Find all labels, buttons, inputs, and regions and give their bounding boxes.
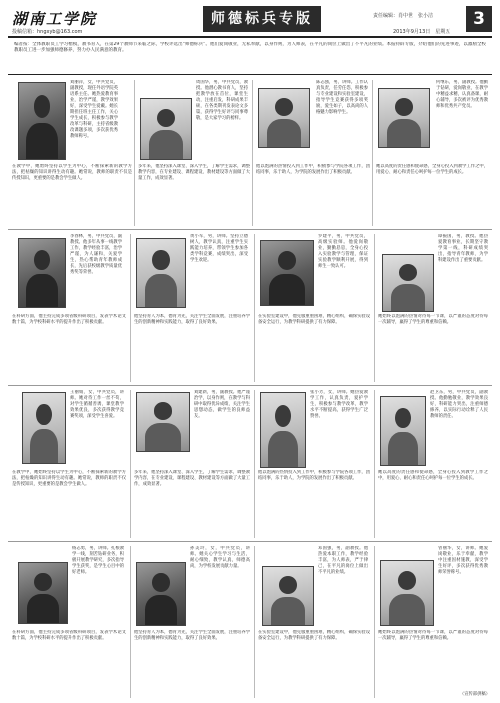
teacher-photo (382, 254, 434, 312)
teacher-photo (136, 392, 190, 452)
column-divider (130, 390, 131, 538)
profile-text: 何继东，男，副教授。他勤于钻研，爱岗敬业，在教学中精益求精，认真备课，耐心辅导，多次被评为优秀教师和优秀共产党员。 (436, 80, 488, 109)
profile-text: 谭振国，男，教授。他热爱教育事业，长期坚守教学第一线，科研成绩突出，指导青年教师，为学科建设作出了重要贡献。 (438, 234, 488, 263)
column-divider (130, 546, 131, 698)
masthead (8, 6, 492, 34)
teacher-photo (22, 392, 66, 464)
teacher-photo (258, 88, 310, 148)
profile-text: 罗建平，男，中共党员，高级实验师。他爱岗敬业，勤勤恳恳，全身心投入实验教学与管理，保证实验教学顺利开展，得到师生一致认可。 (318, 234, 368, 269)
section-divider (8, 541, 492, 542)
profile-text: 孙美玲，女，中共党员，讲师。她关心学生学习与生活，耐心细致，教学认真，师德高尚，为学校发展贡献力量。 (190, 546, 250, 569)
section-divider (8, 385, 492, 386)
profile-text: 杨志勇，男，讲师。扎根教学一线，刻苦钻研业务，积极开展教学研究，多次指导学生获奖，是学生心目中的好老师。 (72, 546, 124, 575)
profile-detail: 在实验室建设中，他克服重重困难，精心组织，确保实验设备安全运行，为教学科研提供了有力保障。 (258, 630, 370, 641)
teacher-photo (260, 240, 314, 306)
profile-text: 王丽娟，女，中共党员，讲师。她对待工作一丝不苟，对学生循循善诱，课堂教学效果优良，多次获得教学竞赛奖项，深受学生喜爱。 (70, 390, 124, 419)
profile-text: 赵卫东，男，中共党员，副教授。他勤勉敬业，教学效果良好，科研能力突出，注重师德修养，以实际行动诠释了人民教师的责任。 (430, 390, 488, 419)
column-divider (372, 80, 373, 226)
column-divider (134, 80, 135, 226)
section-divider (8, 229, 492, 230)
profile-detail: 她以高度的责任感和使命感，全身心投入到教学工作之中，用爱心、耐心和责任心呵护每一位学生的成长。 (378, 470, 488, 481)
profile-detail: 他以饱满的热情投入到工作中，积极参与学院各项工作，团结同事，乐于助人，为学院的发展作出了积极贡献。 (256, 164, 370, 175)
teacher-photo (262, 566, 314, 626)
teacher-photo (380, 560, 434, 626)
profile-detail: 在科研方面，他主持完成多项省级科研项目，发表学术论文数十篇，为学校科研水平的提升作出了积极贡献。 (12, 314, 126, 325)
teacher-photo (136, 238, 186, 308)
profile-text: 李春林，男，中共党员，副教授。他多年从事一线教学工作，教学经验丰富，治学严谨，为人谦和，关爱学生，热心帮助青年教师成长，先后获校级教学质量优秀奖等荣誉。 (70, 234, 122, 275)
profile-detail: 在教学中，她始终坚持以学生为中心，不断探索新的教学方法，把枯燥的知识讲得生动有趣。她常说，教师的职责不仅是传授知识，更重要的是教会学生做人。 (12, 470, 126, 487)
teacher-photo (18, 82, 66, 160)
profile-detail: 在教学中，她始终坚持以学生为中心，不断探索新的教学方法，把枯燥的知识讲得生动有趣。她常说，教师的职责不仅是传授知识，更重要的是教会学生做人。 (12, 164, 132, 181)
profile-detail: 她始终以饱满的热情对待每一节课，以严谨的态度对待每一次辅导，赢得了学生的尊重和信赖。 (378, 314, 488, 325)
profile-text: 刘丽萍，女，中共党员，副教授，现任外语学院英语系主任。她热爱教育事业，治学严谨，教学效果好，深受学生爱戴。她长期担任班主任工作，关心学生成长，积极参与教学改革与科研，主持省级教改课题多项，多次获优秀教师称号。 (70, 80, 118, 139)
column-divider (254, 234, 255, 382)
column-divider (130, 234, 131, 382)
page-number: 3 (466, 6, 492, 32)
teacher-photo (380, 396, 426, 466)
column-divider (374, 234, 375, 382)
teacher-photo (18, 562, 68, 624)
column-divider (254, 546, 255, 698)
editor-note: 编者按：全体教职员工学习楷模，教书育人，在第29个教师节来临之际，学校评选出“师德标兵”。他们爱岗敬业，无私奉献，以身作则，为人师表，在平凡的岗位上做出了不平凡的业绩。本报特辟专版，介绍他们的先进事迹，以激励全校教职员工进一步加强师德修养，努力办人民满意的教育。 (14, 42, 486, 54)
column-divider (252, 80, 253, 226)
profile-text: 周国华，男，中共党员，教授。他潜心教书育人，坚持把教学放在首位，课堂生动，注重启发，科研成果丰硕，在各类期刊发表论文多篇，获得学生好评与同事尊敬，是大家学习的榜样。 (196, 80, 248, 121)
profile-detail: 在实验室建设中，他克服重重困难，精心组织，确保实验设备安全运行，为教学科研提供了有力保障。 (258, 314, 370, 325)
profile-text: 曾丽华，女，讲师。她爱岗敬业，乐于奉献，教学中注重因材施教，深受学生好评，多次获得优秀教师荣誉称号。 (438, 546, 488, 575)
profile-detail: 他以饱满的热情投入到工作中，积极参与学院各项工作，团结同事，乐于助人，为学院的发展作出了积极贡献。 (258, 470, 370, 481)
teacher-photo (136, 562, 186, 626)
column-divider (254, 390, 255, 538)
profile-text: 刘建新，男，副教授。他严谨治学，以身作则，在教学与科研中取得优异成绩，关注学生思想动态，做学生的良师益友。 (194, 390, 250, 419)
profile-detail: 多年来，他坚持深入课堂、深入学生，了解学生需求，调整教学内容，在专业建设、课程建设、教材建设等方面做了大量工作，成效显著。 (134, 470, 250, 487)
profile-detail: 她以高度的责任感和使命感，全身心投入到教学工作之中，用爱心、耐心和责任心呵护每一位学生的成长。 (376, 164, 488, 175)
section-banner: 师德标兵专版 (203, 6, 321, 32)
teacher-photo (260, 392, 306, 468)
issue-date: 2013年9月13日 星期五 (393, 29, 451, 35)
profile-detail: 多年来，他坚持深入课堂、深入学生，了解学生需求，调整教学内容，在专业建设、课程建设、教材建设等方面做了大量工作，成效显著。 (138, 164, 250, 181)
profile-detail: 他坚持育人为本，德育为先，关注学生全面发展，注重培养学生的创新精神和实践能力，取得了良好效果。 (134, 630, 250, 641)
profile-detail: 他坚持育人为本，德育为先，关注学生全面发展，注重培养学生的创新精神和实践能力，取得了良好效果。 (134, 314, 250, 325)
submission-email: 投稿信箱：hngxyb@163.com (12, 29, 83, 35)
profile-text: 陈志强，男，讲师。工作认真负责，任劳任怨，积极参与专业建设和实验室建设，指导学生竞赛获得多项奖励，爱生如子，以高尚的人格魅力影响学生。 (316, 80, 368, 115)
teacher-photo (140, 98, 192, 160)
column-divider (374, 390, 375, 538)
teacher-photo (378, 88, 430, 148)
source-credit: （宣传部供稿） (459, 692, 490, 697)
intro-rule (8, 74, 492, 75)
masthead-rule (8, 36, 492, 38)
profile-text: 张小芳，女，讲师。她热爱教学工作，认真负责，爱护学生，积极参与教学改革，教学水平不断提高，获得学生广泛赞誉。 (310, 390, 368, 419)
teacher-photo (18, 238, 66, 308)
editor-credit: 责任编辑：肖中世 张小洁 (373, 13, 434, 19)
profile-text: 邓国强，男，副教授。他热爱本职工作，教学经验丰富，为人师表，严于律己，在平凡的岗位上做出不平凡的业绩。 (318, 546, 368, 575)
profile-detail: 她始终以饱满的热情对待每一节课，以严谨的态度对待每一次辅导，赢得了学生的尊重和信赖。 (378, 630, 488, 641)
newspaper-logo: 湖南工学院 (12, 10, 98, 28)
column-divider (374, 546, 375, 698)
profile-text: 黄小军，男，讲师。坚持立德树人，教学认真，注重学生实践能力培养，带领学生参加各类学科竞赛，成绩突出，深受学生欢迎。 (190, 234, 248, 263)
profile-detail: 在科研方面，他主持完成多项省级科研项目，发表学术论文数十篇，为学校科研水平的提升作出了积极贡献。 (12, 630, 126, 641)
